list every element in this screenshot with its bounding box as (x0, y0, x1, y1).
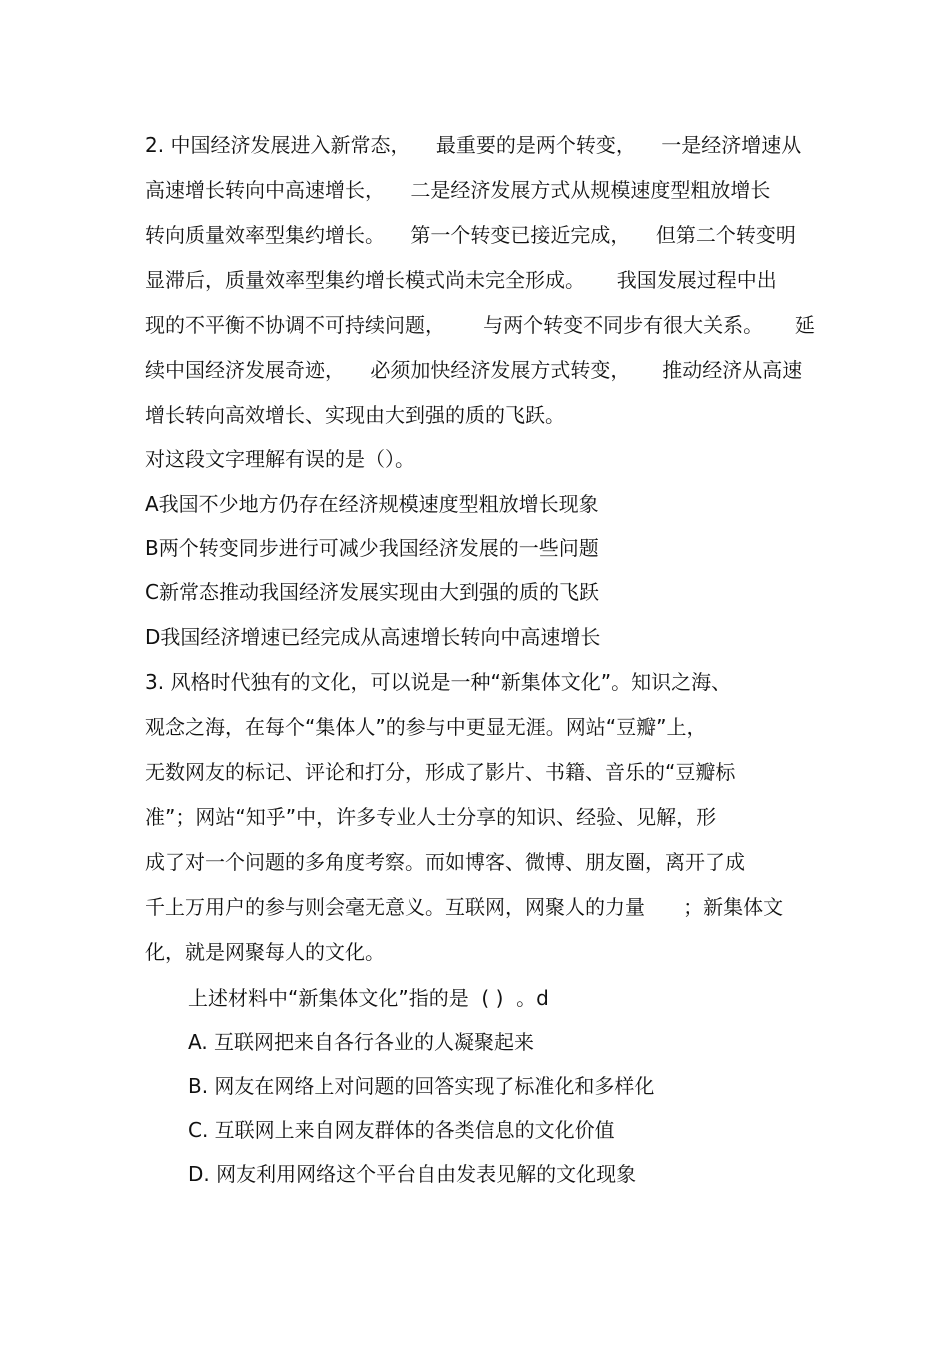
q3-passage-line: 观念之海，在每个“集体人”的参与中更显无涯。网站“豆瓣”上， (145, 715, 707, 739)
q3-option-a: A. 互联网把来自各行各业的人凝聚起来 (188, 1030, 535, 1054)
q2-passage-line: 显滞后，质量效率型集约增长模式尚未完全形成。 我国发展过程中出 (145, 268, 777, 292)
q2-option-d: D我国经济增速已经完成从高速增长转向中高速增长 (145, 625, 601, 649)
q2-option-b: B两个转变同步进行可减少我国经济发展的一些问题 (145, 536, 599, 560)
q3-question: 上述材料中“新集体文化”指的是 ( ) 。d (188, 986, 549, 1010)
q2-passage-line: 现的不平衡不协调不可持续问题， 与两个转变不同步有很大关系。 延 (145, 313, 815, 337)
q3-passage-line: 成了对一个问题的多角度考察。而如博客、微博、朋友圈，离开了成 (145, 850, 745, 874)
q3-option-d: D. 网友利用网络这个平台自由发表见解的文化现象 (188, 1162, 637, 1186)
q2-option-a: A我国不少地方仍存在经济规模速度型粗放增长现象 (145, 492, 599, 516)
q2-passage-line: 高速增长转向中高速增长， 二是经济发展方式从规模速度型粗放增长 (145, 178, 771, 202)
q3-passage-line: 千上万用户的参与则会毫无意义。互联网，网聚人的力量 ；新集体文 (145, 895, 784, 919)
q2-passage-line: 转向质量效率型集约增长。 第一个转变已接近完成， 但第二个转变明 (145, 223, 796, 247)
q3-passage-line: 3. 风格时代独有的文化，可以说是一种“新集体文化”。知识之海、 (145, 670, 732, 694)
q2-passage-line: 续中国经济发展奇迹， 必须加快经济发展方式转变， 推动经济从高速 (145, 358, 803, 382)
q3-option-b: B. 网友在网络上对问题的回答实现了标准化和多样化 (188, 1074, 655, 1098)
q3-option-c: C. 互联网上来自网友群体的各类信息的文化价值 (188, 1118, 615, 1142)
q2-option-c: C新常态推动我国经济发展实现由大到强的质的飞跃 (145, 580, 599, 604)
q2-passage-line: 增长转向高效增长、实现由大到强的质的飞跃。 (145, 403, 565, 427)
q2-passage-line: 2. 中国经济发展进入新常态， 最重要的是两个转变， 一是经济增速从 (145, 133, 802, 157)
q3-passage-line: 无数网友的标记、评论和打分，形成了影片、书籍、音乐的“豆瓣标 (145, 760, 736, 784)
q3-passage-line: 化，就是网聚每人的文化。 (145, 940, 385, 964)
q2-question: 对这段文字理解有误的是（）。 (145, 447, 415, 471)
q3-passage-line: 准”；网站“知乎”中，许多专业人士分享的知识、经验、见解，形 (145, 805, 717, 829)
